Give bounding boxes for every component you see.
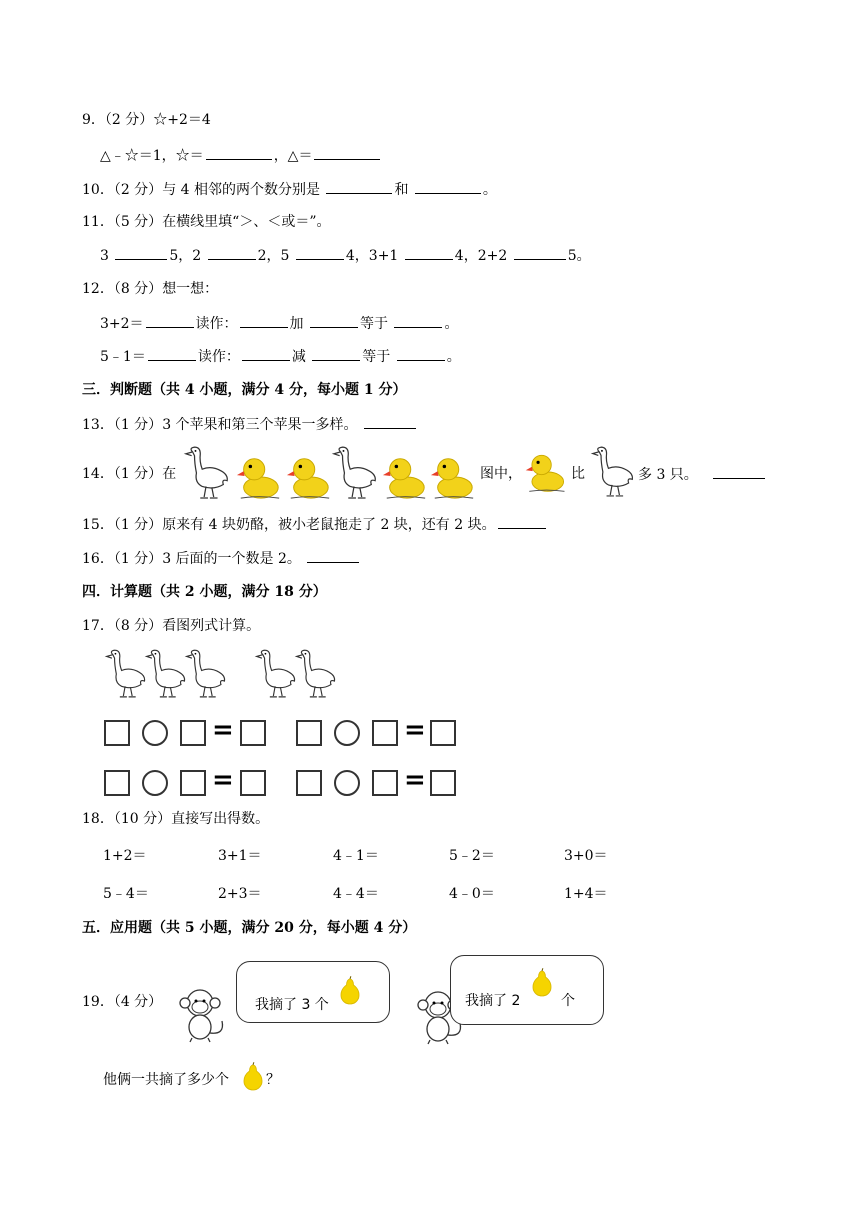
answer-box[interactable] (240, 770, 266, 796)
duckling-icon (285, 452, 333, 502)
question-text: 3 个苹果和第三个苹果一多样。 (162, 417, 362, 433)
calc-item: 1+4＝ (564, 886, 608, 902)
q10 (82, 179, 497, 200)
question-text: 他俩一共摘了多少个 (103, 1072, 229, 1088)
answer-box[interactable] (430, 720, 456, 746)
question-text: 在横线里填“＞、＜或＝”。 (162, 214, 331, 230)
calc-item: 3+0＝ (564, 848, 608, 864)
q14-tail (480, 464, 522, 484)
question-score: （1 分） (113, 466, 163, 482)
answer-blank[interactable] (312, 346, 360, 361)
equation-text: 5﹣1＝ (100, 349, 146, 365)
section-heading: 三．判断题（共 4 小题，满分 4 分，每小题 1 分） (82, 382, 407, 398)
question-score: （8 分） (113, 618, 163, 634)
pear-icon (240, 1062, 266, 1092)
q13 (82, 414, 418, 435)
compare-item: 2，5 (257, 248, 294, 264)
pear-icon (337, 976, 363, 1006)
calc-item: 3+1＝ (218, 848, 262, 864)
question-number: 11． (82, 214, 114, 230)
equation-text: 等于 (362, 349, 395, 365)
answer-box[interactable] (430, 770, 456, 796)
question-number: 12． (82, 281, 114, 297)
answer-box[interactable] (296, 770, 322, 796)
equation-text: 3+2＝ (100, 316, 144, 332)
question-text: 想一想： (162, 281, 219, 297)
operator-circle[interactable] (142, 720, 168, 746)
operator-circle[interactable] (334, 770, 360, 796)
goose-icon (104, 645, 148, 703)
answer-box[interactable] (180, 770, 206, 796)
equals-sign: = (212, 765, 234, 795)
answer-blank[interactable] (415, 179, 481, 194)
q14-number (82, 464, 176, 484)
question-score: （2 分） (113, 182, 163, 198)
q9-line1 (82, 110, 211, 130)
question-text: 3 后面的一个数是 2。 (162, 551, 306, 567)
answer-box[interactable] (104, 720, 130, 746)
answer-box[interactable] (104, 770, 130, 796)
goose-icon (331, 444, 379, 502)
operator-circle[interactable] (334, 720, 360, 746)
equals-sign: = (404, 715, 426, 745)
question-text: ，△＝ (273, 148, 313, 164)
question-score: （1 分） (113, 517, 163, 533)
q16 (82, 548, 361, 569)
bubble-text: 个 (561, 993, 575, 1009)
question-number: 17． (82, 618, 114, 634)
monkey-icon (170, 983, 230, 1043)
q11-line1 (82, 212, 331, 232)
answer-blank[interactable] (242, 346, 290, 361)
goose-icon (590, 444, 636, 500)
q12-line1 (82, 279, 218, 299)
section-heading: 四．计算题（共 2 小题，满分 18 分） (82, 584, 327, 600)
question-score: （5 分） (113, 214, 163, 230)
section-heading: 五．应用题（共 5 小题，满分 20 分，每小题 4 分） (82, 920, 417, 936)
answer-blank[interactable] (206, 145, 272, 160)
q17 (82, 616, 260, 636)
answer-blank[interactable] (146, 313, 194, 328)
calc-item: 4﹣1＝ (333, 848, 379, 864)
answer-blank[interactable] (713, 464, 765, 479)
answer-blank[interactable] (405, 245, 453, 260)
calc-item: 4﹣0＝ (449, 886, 495, 902)
equation-text: 读作： (195, 316, 238, 332)
equals-sign: = (404, 765, 426, 795)
question-text: 在 (162, 466, 177, 482)
question-score: （1 分） (113, 417, 163, 433)
q17-picture (104, 645, 460, 800)
question-number: 19． (82, 994, 114, 1010)
answer-blank[interactable] (115, 245, 167, 260)
question-text: 图中， (480, 466, 522, 482)
question-text: 。 (482, 182, 497, 198)
compare-item: 5，2 (169, 248, 206, 264)
answer-blank[interactable] (394, 313, 442, 328)
q19-picture (170, 955, 606, 1047)
answer-blank[interactable] (307, 548, 359, 563)
question-text: 多 3 只。 (638, 467, 698, 483)
question-number: 13． (82, 417, 114, 433)
answer-blank[interactable] (148, 346, 196, 361)
question-text: △﹣☆＝1，☆＝ (100, 148, 204, 164)
answer-blank[interactable] (498, 514, 546, 529)
answer-box[interactable] (180, 720, 206, 746)
answer-box[interactable] (240, 720, 266, 746)
bubble-text: 我摘了 2 (465, 993, 521, 1009)
question-text: ☆+2＝4 (153, 112, 211, 128)
question-text: 与 4 相邻的两个数分别是 (162, 182, 325, 198)
q11-line2 (100, 245, 591, 266)
equation-text: 读作： (197, 349, 240, 365)
answer-blank[interactable] (296, 245, 344, 260)
goose-icon (184, 645, 228, 703)
question-score: （4 分） (113, 994, 163, 1010)
equation-text: 等于 (360, 316, 393, 332)
question-text: 和 (394, 182, 413, 198)
answer-blank[interactable] (397, 346, 445, 361)
calc-item: 5﹣2＝ (449, 848, 495, 864)
equals-sign: = (212, 715, 234, 745)
q19-question (103, 1070, 229, 1090)
q12-row2 (100, 346, 461, 367)
calc-item: 2+3＝ (218, 886, 262, 902)
duckling-icon (429, 452, 477, 502)
question-text: 原来有 4 块奶酪，被小老鼠拖走了 2 块，还有 2 块。 (162, 517, 496, 533)
q14-end (638, 464, 767, 485)
answer-blank[interactable] (208, 245, 256, 260)
question-number: 14． (82, 466, 114, 482)
equation-text: 。 (446, 349, 461, 365)
question-score: （2 分） (104, 112, 154, 128)
calc-item: 1+2＝ (103, 848, 147, 864)
speech-bubble (450, 955, 604, 1025)
answer-box[interactable] (296, 720, 322, 746)
compare-item: 4，2+2 (454, 248, 512, 264)
question-text: 直接写出得数。 (171, 811, 270, 827)
equation-text: 。 (444, 316, 459, 332)
compare-item: 4，3+1 (345, 248, 403, 264)
speech-bubble (236, 961, 390, 1023)
calc-item: 5﹣4＝ (103, 886, 149, 902)
answer-box[interactable] (372, 770, 398, 796)
equation-text: 加 (289, 316, 308, 332)
answer-blank[interactable] (240, 313, 288, 328)
pear-icon (529, 968, 555, 998)
goose-icon (254, 645, 298, 703)
answer-box[interactable] (372, 720, 398, 746)
q18 (82, 809, 269, 829)
question-number: 10． (82, 182, 114, 198)
answer-blank[interactable] (326, 179, 392, 194)
question-number: 15． (82, 517, 114, 533)
goose-icon (294, 645, 338, 703)
question-score: （8 分） (113, 281, 163, 297)
equation-text: 减 (291, 349, 311, 365)
duckling-icon (235, 452, 283, 502)
answer-blank[interactable] (310, 313, 358, 328)
question-number: 18． (82, 811, 114, 827)
q19-question-end (266, 1070, 280, 1090)
goose-icon (144, 645, 188, 703)
q14-compare (571, 464, 585, 484)
question-score: （10 分） (113, 811, 172, 827)
question-number: 16． (82, 551, 114, 567)
animal-row-image (183, 444, 478, 502)
question-number: 9． (82, 112, 105, 128)
q15 (82, 514, 548, 535)
q19 (82, 992, 162, 1012)
duckling-icon (524, 448, 568, 496)
answer-blank[interactable] (314, 145, 380, 160)
bubble-text: 我摘了 3 个 (255, 997, 329, 1013)
goose-icon (183, 444, 231, 502)
question-text: 看图列式计算。 (162, 618, 261, 634)
duckling-icon (381, 452, 429, 502)
calc-item: 4﹣4＝ (333, 886, 379, 902)
answer-blank[interactable] (514, 245, 566, 260)
question-text: ？ (266, 1072, 280, 1088)
q9-line2 (100, 145, 382, 166)
q12-row1 (100, 313, 458, 334)
question-score: （1 分） (113, 551, 163, 567)
operator-circle[interactable] (142, 770, 168, 796)
question-text: 比 (571, 466, 585, 482)
compare-item: 3 (100, 248, 114, 264)
answer-blank[interactable] (364, 414, 416, 429)
compare-item: 5。 (567, 248, 591, 264)
